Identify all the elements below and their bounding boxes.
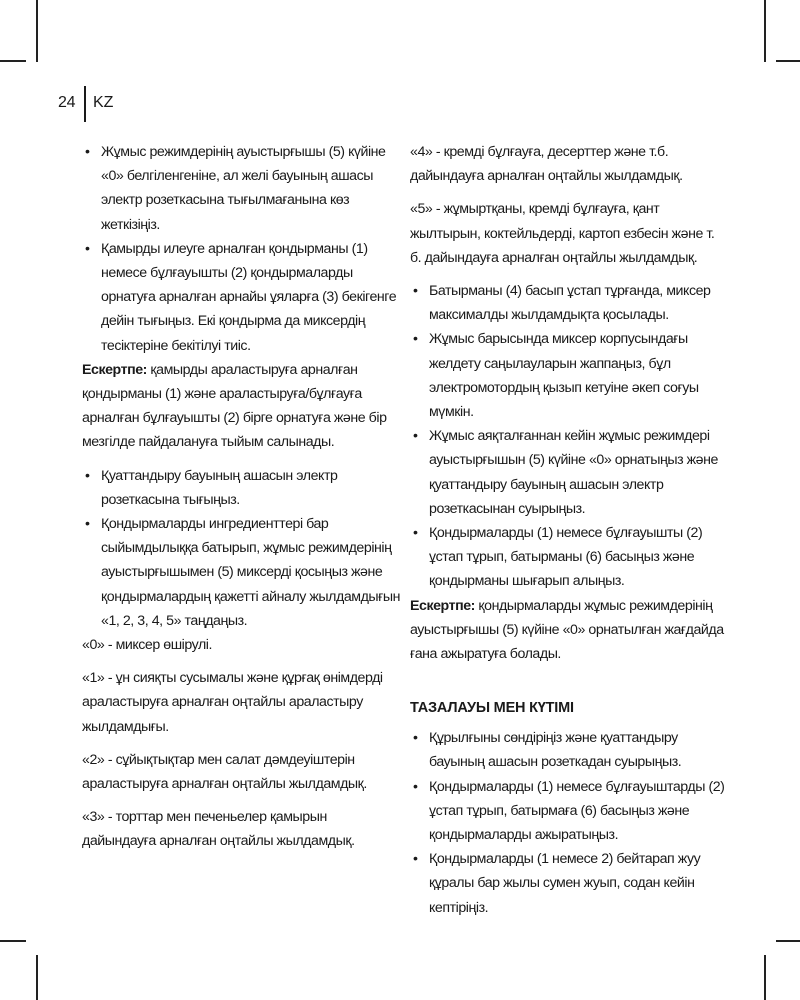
list-item: • Батырманы (4) басып ұстап тұрғанда, миксер максималды жылдамдықта қосылады. xyxy=(410,279,726,327)
bullet-list xyxy=(410,279,726,594)
list-item: • Қондырмаларды (1) немесе бұлғауышты (2) ұстап тұрып, батырманы (6) басыңыз және қондырманы шығарып алыңыз. xyxy=(410,521,726,594)
crop-mark xyxy=(36,0,38,62)
list-item: • Қамырды илеуге арналған қондырманы (1) немесе бұлғауышты (2) қондырмаларды орнатуға арналған арнайы ұяларға (3) бекігенге дейін тығыңыз. Екі қондырма да миксердің тесіктеріне бекітілуі тиіс. xyxy=(82,237,400,358)
header-divider xyxy=(84,86,86,122)
crop-mark xyxy=(764,955,766,1000)
list-item: • Қуаттандыру бауының ашасын электр розеткасына тығыңыз. xyxy=(82,464,400,512)
bullet-list xyxy=(410,726,726,920)
note-text: қондырмаларды жұмыс режимдерінің ауыстырғышы (5) күйіне «0» орнатылған жағдайда ғана ажыратуға болады. xyxy=(410,597,724,663)
crop-mark xyxy=(776,60,800,62)
note-label: Ескертпе: xyxy=(82,361,147,378)
right-column xyxy=(410,140,726,920)
list-item: • Қондырмаларды (1) немесе бұлғауыштарды (2) ұстап тұрып, батырмаға (6) басыңыз және қондырмаларды ажыратыңыз. xyxy=(410,775,726,848)
language-code: KZ xyxy=(93,94,114,111)
speed-1: «1» - ұн сияқты сусымалы және құрғақ өнімдерді араластыруға арналған оңтайлы араластыру жылдамдығы. xyxy=(82,670,383,735)
list-item: • Жұмыс режимдерінің ауыстырғышы (5) күйіне «0» белгіленгеніне, ал желі бауының ашасы электр розеткасына тығылмағанына көз жеткізіңіз. xyxy=(82,140,400,237)
crop-mark xyxy=(776,940,800,942)
speed-4: «4» - кремді бұлғауға, десерттер және т.б. дайындауға арналған оңтайлы жылдамдық. xyxy=(410,144,683,185)
bullet-list xyxy=(82,140,400,358)
left-column xyxy=(82,140,400,854)
crop-mark xyxy=(764,0,766,62)
speed-0: «0» - миксер өшірулі. xyxy=(82,637,213,654)
speed-2: «2» - сұйықтықтар мен салат дәмдеуіштерін араластыруға арналған оңтайлы жылдамдық. xyxy=(82,751,367,793)
bullet-list xyxy=(82,464,400,633)
list-item: • Жұмыс барысында миксер корпусындағы желдету саңылауларын жаппаңыз, бұл электромотордың қызып кетуіне әкеп соғуы мүмкін. xyxy=(410,327,726,424)
note xyxy=(82,358,400,455)
note xyxy=(410,594,726,667)
list-item: • Құрылғыны сөндіріңіз және қуаттандыру бауының ашасын розеткадан суырыңыз. xyxy=(410,726,726,774)
speed-5: «5» - жұмыртқаны, кремді бұлғауға, қант жылтырын, коктейльдерді, картоп езбесін және т. б. дайындауға арналған оңтайлы жылдамдық. xyxy=(410,201,715,266)
speed-3: «3» - торттар мен печеньелер қамырын дайындауға арналған оңтайлы жылдамдық. xyxy=(82,809,355,850)
crop-mark xyxy=(36,955,38,1000)
list-item: • Жұмыс аяқталғаннан кейін жұмыс режимдері ауыстырғышын (5) күйіне «0» орнатыңыз және қуаттандыру бауының ашасын электр розеткасынан суырыңыз. xyxy=(410,424,726,521)
note-text: қамырды араластыруға арналған қондырманы (1) және араластыруға/бұлғауға арналған бұлғауышты (2) бірге орнатуға және бір мезгілде пайдалануға тыйым салынады. xyxy=(82,361,387,451)
note-label: Ескертпе: xyxy=(410,597,475,614)
page-number: 24 xyxy=(58,94,76,111)
crop-mark xyxy=(0,60,26,62)
crop-mark xyxy=(0,940,26,942)
list-item: • Қондырмаларды (1 немесе 2) бейтарап жуу құралы бар жылы сумен жуып, содан кейін кептіріңіз. xyxy=(410,847,726,920)
list-item: • Қондырмаларды ингредиенттері бар сыйымдылыққа батырып, жұмыс режимдерінің ауыстырғышымен (5) миксерді қосыңыз және қондырмалардың қажетті айналу жылдамдығын «1, 2, 3, 4, 5» таңдаңыз. xyxy=(82,512,400,633)
section-title: ТАЗАЛАУЫ МЕН КҮТІМІ xyxy=(410,700,574,717)
